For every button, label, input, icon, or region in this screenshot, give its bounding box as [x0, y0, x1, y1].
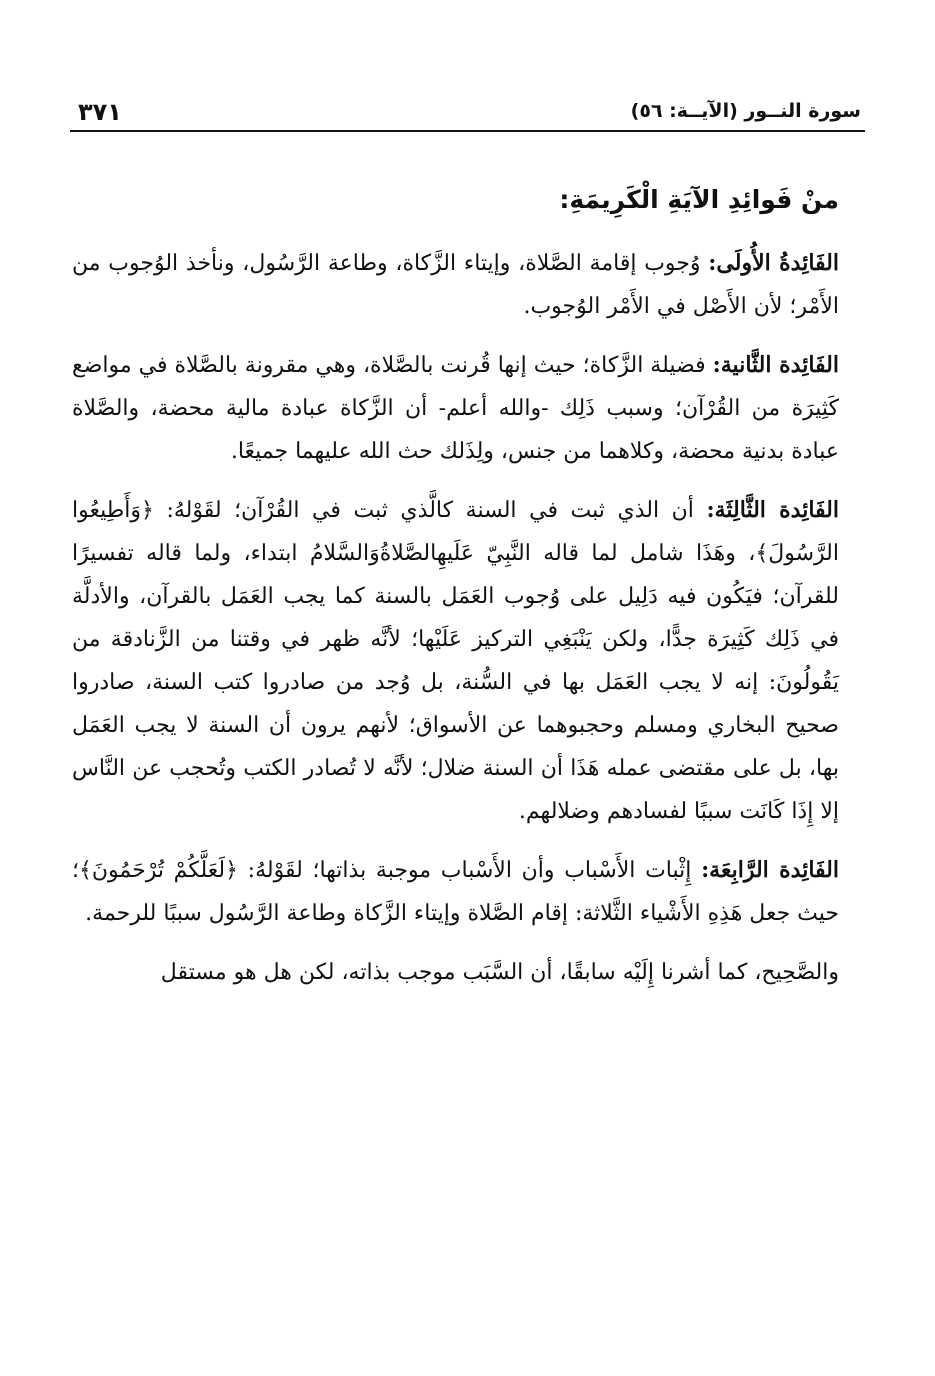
paragraph-text: والصَّحِيح، كما أشرنا إِلَيْه سابقًا، أن السَّبَب موجب بذاته، لكن هل هو مستقل — [160, 960, 839, 985]
paragraph-benefit-1 — [72, 242, 839, 328]
page-number: ٣٧١ — [78, 98, 122, 126]
header-rule — [70, 130, 865, 132]
paragraph-text: إِثْبات الأَسْباب وأن الأَسْباب موجبة بذاتها؛ لقَوْلهُ: ﴿لَعَلَّكُمْ تُرْحَمُونَ﴾؛ حيث جعل هَذِهِ الأَشْياء الثَّلاثة: إقام الصَّلاة وإيتاء الزَّكاة وطاعة الرَّسُول سببًا للرحمة. — [72, 858, 839, 926]
paragraph-benefit-4 — [72, 849, 839, 935]
paragraph-benefit-3 — [72, 489, 839, 833]
paragraph-text: فضيلة الزَّكاة؛ حيث إنها قُرنت بالصَّلاة، وهي مقرونة بالصَّلاة في مواضع كَثِيرَة من القُرْآن؛ وسبب ذَلِك -والله أعلم- أن الزَّكاة عبادة مالية محضة، والصَّلاة عبادة بدنية محضة، وكلاهما من جنس، ولِذَلك حث الله عليهما جميعًا. — [72, 353, 839, 464]
paragraph-lead: الفَائِدة الثَّانية: — [712, 352, 839, 378]
paragraph-text: وُجوب إقامة الصَّلاة، وإيتاء الزَّكاة، وطاعة الرَّسُول، ونأخذ الوُجوب من الأَمْر؛ لأن الأَصْل في الأَمْر الوُجوب. — [72, 251, 839, 319]
page-header — [70, 92, 865, 132]
paragraph-lead: الفَائِدةُ الأُولَى: — [708, 250, 839, 276]
paragraph-lead: الفَائِدة الثَّالِثَة: — [706, 497, 839, 523]
paragraph-text: أن الذي ثبت في السنة كالَّذي ثبت في القُرْآن؛ لقَوْلهُ: ﴿وَأَطِيعُوا الرَّسُولَ﴾، وهَذَا شامل لما قاله النَّبِيّ عَلَيهِالصَّلاةُوَالسَّلامُ ابتداء، ولما قاله تفسيرًا للقرآن؛ فيَكُون فيه دَلِيل على وُجوب العَمَل بالسنة كما يجب العَمَل بالقرآن، والأدلَّة في ذَلِك كَثِيرَة جدًّا، ولكن يَنْبَغِي التركيز عَلَيْها؛ لأنَّه ظهر في وقتنا من الزَّنادقة من يَقُولُونَ: إنه لا يجب العَمَل بها في السُّنة، بل وُجد من صادروا كتب السنة، صادروا صحيح البخاري ومسلم وحجبوهما عن الأسواق؛ لأنهم يرون أن السنة لا يجب العَمَل بها، بل على مقتضى عمله هَذَا أن السنة ضلال؛ لأنَّه لا تُصادر الكتب وتُحجب عن النَّاس إلا إِذَا كَانَت سببًا لفسادهم وضلالهم. — [72, 498, 839, 824]
paragraph-benefit-2 — [72, 344, 839, 473]
paragraph-continuation — [72, 951, 839, 994]
paragraph-lead: الفَائِدة الرَّابِعَة: — [701, 857, 839, 883]
page-body — [72, 180, 839, 1010]
section-heading: منْ فَوائِدِ الآيَةِ الْكَرِيمَةِ: — [559, 185, 839, 214]
running-title: سورة النــور (الآيــة: ٥٦) — [630, 100, 861, 122]
